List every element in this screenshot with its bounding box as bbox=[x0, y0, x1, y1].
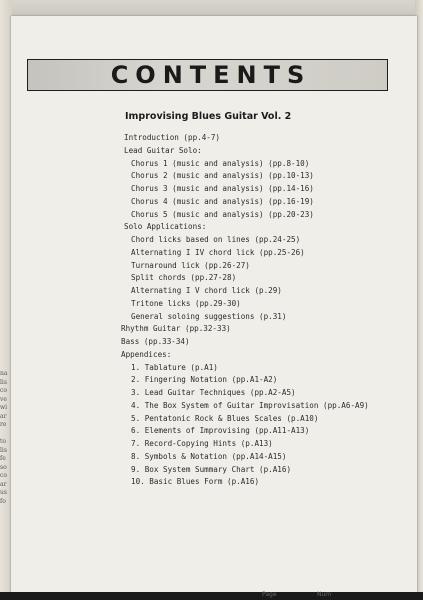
toc-entry: Tritone licks (pp.29-30) bbox=[131, 298, 241, 308]
toc-entry: Chord licks based on lines (pp.24-25) bbox=[131, 235, 301, 244]
toc-entry: Chorus 4 (music and analysis) (pp.16-19) bbox=[131, 196, 314, 206]
page-title: CONTENTS bbox=[110, 61, 312, 89]
toc-entry: Chorus 3 (music and analysis) (pp.14-16) bbox=[131, 184, 314, 193]
toc-entry: Turnaround lick (pp.26-27) bbox=[131, 260, 250, 270]
toc-section: Appendices: bbox=[121, 349, 172, 359]
toc-entry: Alternating I IV chord lick (pp.25-26) bbox=[131, 247, 305, 257]
toc-entry: Chorus 1 (music and analysis) (pp.8-10) bbox=[131, 158, 310, 168]
bottom-edge-strip bbox=[0, 592, 423, 600]
contents-banner bbox=[27, 59, 388, 91]
toc-entry: 2. Fingering Notation (pp.A1-A2) bbox=[131, 375, 278, 385]
toc-entry: Chorus 5 (music and analysis) (pp.20-23) bbox=[131, 209, 314, 219]
toc-section: Bass (pp.33-34) bbox=[121, 337, 190, 346]
book-title: Improvising Blues Guitar Vol. 2 bbox=[125, 111, 292, 122]
toc-entry: 1. Tablature (p.A1) bbox=[131, 362, 218, 372]
document-page bbox=[11, 16, 417, 592]
toc-entry: Split chords (pp.27-28) bbox=[131, 273, 237, 283]
toc-entry: 9. Box System Summary Chart (p.A16) bbox=[131, 464, 292, 474]
toc-section: Introduction (pp.4-7) bbox=[124, 133, 221, 142]
toc-section: Rhythm Guitar (pp.32-33) bbox=[121, 324, 231, 334]
toc-section: Solo Applications: bbox=[124, 222, 207, 232]
toc-entry: 4. The Box System of Guitar Improvisation (pp.A6-A9) bbox=[131, 400, 369, 410]
toc-entry: 6. Elements of Improvising (pp.A11-A13) bbox=[131, 426, 310, 436]
toc-entry: 5. Pentatonic Rock & Blues Scales (p.A10) bbox=[131, 413, 319, 423]
toc-entry: Chorus 2 (music and analysis) (pp.10-13) bbox=[131, 171, 314, 181]
toc-entry: 7. Record-Copying Hints (p.A13) bbox=[131, 439, 273, 448]
bottom-label-num: Num bbox=[317, 591, 332, 598]
toc-entry: Alternating I V chord lick (p.29) bbox=[131, 286, 282, 295]
bottom-label-page: Page bbox=[262, 591, 277, 598]
toc-entry: 8. Symbols & Notation (pp.A14-A15) bbox=[131, 451, 287, 461]
toc-entry: General soloing suggestions (p.31) bbox=[131, 311, 287, 321]
toc-section: Lead Guitar Solo: bbox=[124, 145, 202, 155]
toc-entry: 10. Basic Blues Form (p.A16) bbox=[131, 477, 260, 487]
toc-entry: 3. Lead Guitar Techniques (pp.A2-A5) bbox=[131, 388, 296, 397]
adjacent-page-text-fragment: na lis co ve wi ar re to lis fe so co ar us fo bbox=[0, 370, 8, 505]
